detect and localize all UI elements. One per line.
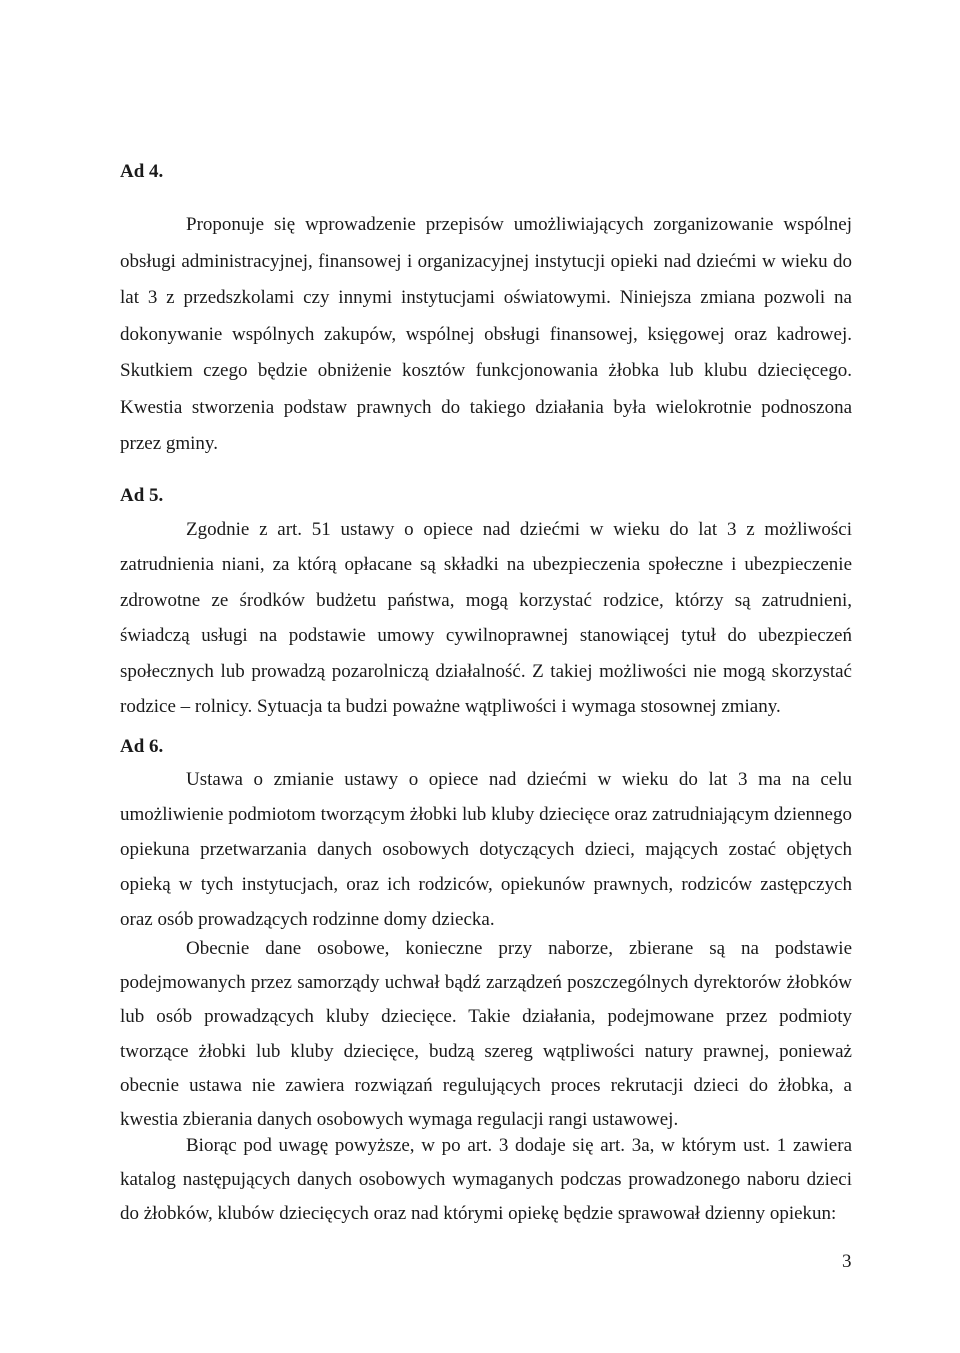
ad5-heading: Ad 5. — [120, 485, 164, 506]
ad4-paragraph: Proponuje się wprowadzenie przepisów umożliwiających zorganizowanie wspólnej obsługi administracyjnej, finansowej i organizacyjnej instytucji opieki nad dziećmi w wieku do lat 3 z przedszkolami czy innymi instytucjami oświatowymi. Niniejsza zmiana pozwoli na dokonywanie wspólnych zakupów, wspólnej obsługi finansowej, księgowej oraz kadrowej. Skutkiem czego będzie obniżenie kosztów funkcjonowania żłobka lub klubu dziecięcego. Kwestia stworzenia podstaw prawnych do takiego działania była wielokrotnie podnoszona przez gminy. — [120, 214, 852, 454]
ad4-heading: Ad 4. — [120, 161, 164, 182]
ad5-paragraph: Zgodnie z art. 51 ustawy o opiece nad dziećmi w wieku do lat 3 z możliwości zatrudnienia niani, za którą opłacane są składki na ubezpieczenia społeczne i ubezpieczenie zdrowotne ze środków budżetu państwa, mogą korzystać rodzice, którzy są zatrudnieni, świadczą usługi na podstawie umowy cywilnoprawnej stanowiącej tytuł do ubezpieczeń społecznych lub prowadzą pozarolniczą działalność. Z takiej możliwości nie mogą skorzystać rodzice – rolnicy. Sytuacja ta budzi poważne wątpliwości i wymaga stosownej zmiany. — [120, 519, 852, 718]
ad6-paragraph-2: Obecnie dane osobowe, konieczne przy naborze, zbierane są na podstawie podejmowanych przez samorządy uchwał bądź zarządzeń poszczególnych dyrektorów żłobków lub osób prowadzących kluby dziecięce. Takie działania, podejmowane przez podmioty tworzące żłobki lub kluby dziecięce, budzą szereg wątpliwości natury prawnej, ponieważ obecnie ustawa nie zawiera rozwiązań regulujących proces rekrutacji dzieci do żłobka, a kwestia zbierania danych osobowych wymaga regulacji rangi ustawowej. — [120, 938, 852, 1131]
page-number: 3 — [842, 1251, 852, 1272]
ad6-paragraph-3: Biorąc pod uwagę powyższe, w po art. 3 dodaje się art. 3a, w którym ust. 1 zawiera katalog następujących danych osobowych wymaganych podczas prowadzonego naboru dzieci do żłobków, klubów dziecięcych oraz nad którymi opiekę będzie sprawował dzienny opiekun: — [120, 1135, 852, 1224]
ad6-paragraph-1: Ustawa o zmianie ustawy o opiece nad dziećmi w wieku do lat 3 ma na celu umożliwienie podmiotom tworzącym żłobki lub kluby dziecięce oraz zatrudniającym dziennego opiekuna przetwarzania danych osobowych dotyczących dzieci, mających zostać objętych opieką w tych instytucjach, oraz ich rodziców, opiekunów prawnych, rodziców zastępczych oraz osób prowadzących rodzinne domy dziecka. — [120, 769, 852, 930]
ad6-heading: Ad 6. — [120, 736, 164, 757]
